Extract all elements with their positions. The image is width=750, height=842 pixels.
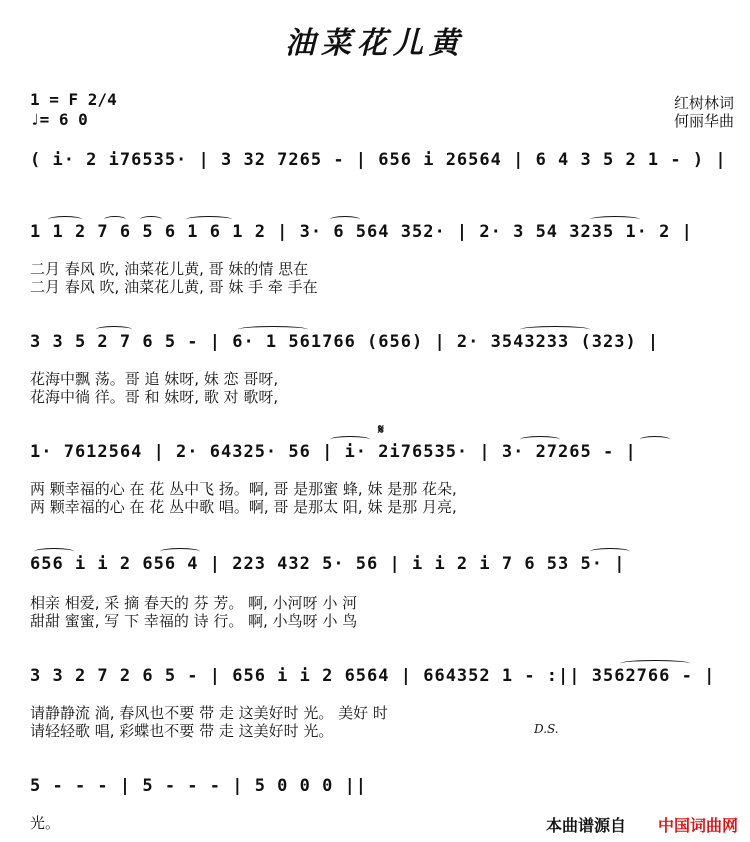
score-line-4: 1· 7612564 | 2· 64325· 56 | i· 2i76535· | 3· 27265 - | bbox=[30, 442, 637, 462]
slur-mark bbox=[104, 216, 126, 223]
lyric-line-3a: 花海中飘 荡。哥 追 妹呀, 妹 恋 哥呀, bbox=[30, 370, 279, 388]
slur-mark bbox=[140, 216, 162, 223]
lyric-line-4b: 两 颗幸福的心 在 花 丛中歌 唱。啊, 哥 是那太 阳, 妹 是那 月亮, bbox=[30, 498, 457, 516]
composer-credit: 何丽华曲 bbox=[673, 112, 734, 130]
score-line-3: 3 3 5 2 7 6 5 - | 6· 1 561766 (656) | 2· 3543233 (323) | bbox=[30, 332, 660, 352]
lyric-line-4a: 两 颗幸福的心 在 花 丛中飞 扬。啊, 哥 是那蜜 蜂, 妹 是那 花朵, bbox=[30, 480, 457, 498]
slur-mark bbox=[48, 216, 82, 223]
slur-mark bbox=[520, 326, 590, 333]
score-line-7: 5 - - - | 5 - - - | 5 0 0 0 || bbox=[30, 776, 368, 796]
slur-mark bbox=[620, 660, 690, 667]
lyric-line-5a: 相亲 相爱, 采 摘 春天的 芬 芳。 啊, 小河呀 小 河 bbox=[30, 594, 358, 612]
lyric-line-5b: 甜甜 蜜蜜, 写 下 幸福的 诗 行。 啊, 小鸟呀 小 鸟 bbox=[30, 612, 358, 630]
slur-mark bbox=[238, 326, 308, 333]
site-watermark: 中国词曲网 bbox=[657, 816, 738, 835]
score-line-2: 1 1 2 7 6 5 6 1 6 1 2 | 3· 6 564 352· | 2· 3 54 3235 1· 2 | bbox=[30, 222, 693, 242]
slur-mark bbox=[590, 548, 630, 555]
slur-mark bbox=[590, 216, 640, 223]
source-label: 本曲谱源自 bbox=[545, 816, 626, 835]
slur-mark bbox=[520, 436, 560, 443]
segno-icon: 𝄋 bbox=[378, 422, 385, 438]
slur-mark bbox=[96, 326, 132, 333]
song-title: 油菜花儿黄 bbox=[285, 26, 465, 61]
lyricist-credit: 红树林词 bbox=[673, 94, 734, 112]
key-signature: 1 = F 2/4 bbox=[30, 90, 117, 109]
slur-mark bbox=[330, 216, 360, 223]
slur-mark bbox=[160, 548, 200, 555]
score-line-5: 656 i i 2 656 4 | 223 432 5· 56 | i i 2 i 7 6 53 5· | bbox=[30, 554, 626, 574]
lyric-line-3b: 花海中徜 徉。哥 和 妹呀, 歌 对 歌呀, bbox=[30, 388, 279, 406]
tempo-marking: ♩= 6 0 bbox=[30, 110, 88, 129]
lyric-line-2b: 二月 春风 吹, 油菜花儿黄, 哥 妹 手 牵 手在 bbox=[30, 278, 318, 296]
slur-mark bbox=[330, 436, 370, 443]
lyric-line-2a: 二月 春风 吹, 油菜花儿黄, 哥 妹的情 思在 bbox=[30, 260, 309, 278]
dal-segno-mark: D.S. bbox=[534, 722, 559, 736]
score-line-6: 3 3 2 7 2 6 5 - | 656 i i 2 6564 | 664352 1 - :|| 3562766 - | bbox=[30, 666, 716, 686]
score-line-1: ( i· 2 i76535· | 3 32 7265 - | 656 i 26564 | 6 4 3 5 2 1 - ) | bbox=[30, 150, 727, 170]
lyric-line-6a: 请静静流 淌, 春风也不要 带 走 这美好时 光。 美好 时 bbox=[30, 704, 388, 722]
lyric-line-7: 光。 bbox=[30, 814, 61, 832]
slur-mark bbox=[186, 216, 232, 223]
lyric-line-6b: 请轻轻歌 唱, 彩蝶也不要 带 走 这美好时 光。 bbox=[30, 722, 334, 740]
slur-mark bbox=[640, 436, 670, 443]
slur-mark bbox=[34, 548, 74, 555]
